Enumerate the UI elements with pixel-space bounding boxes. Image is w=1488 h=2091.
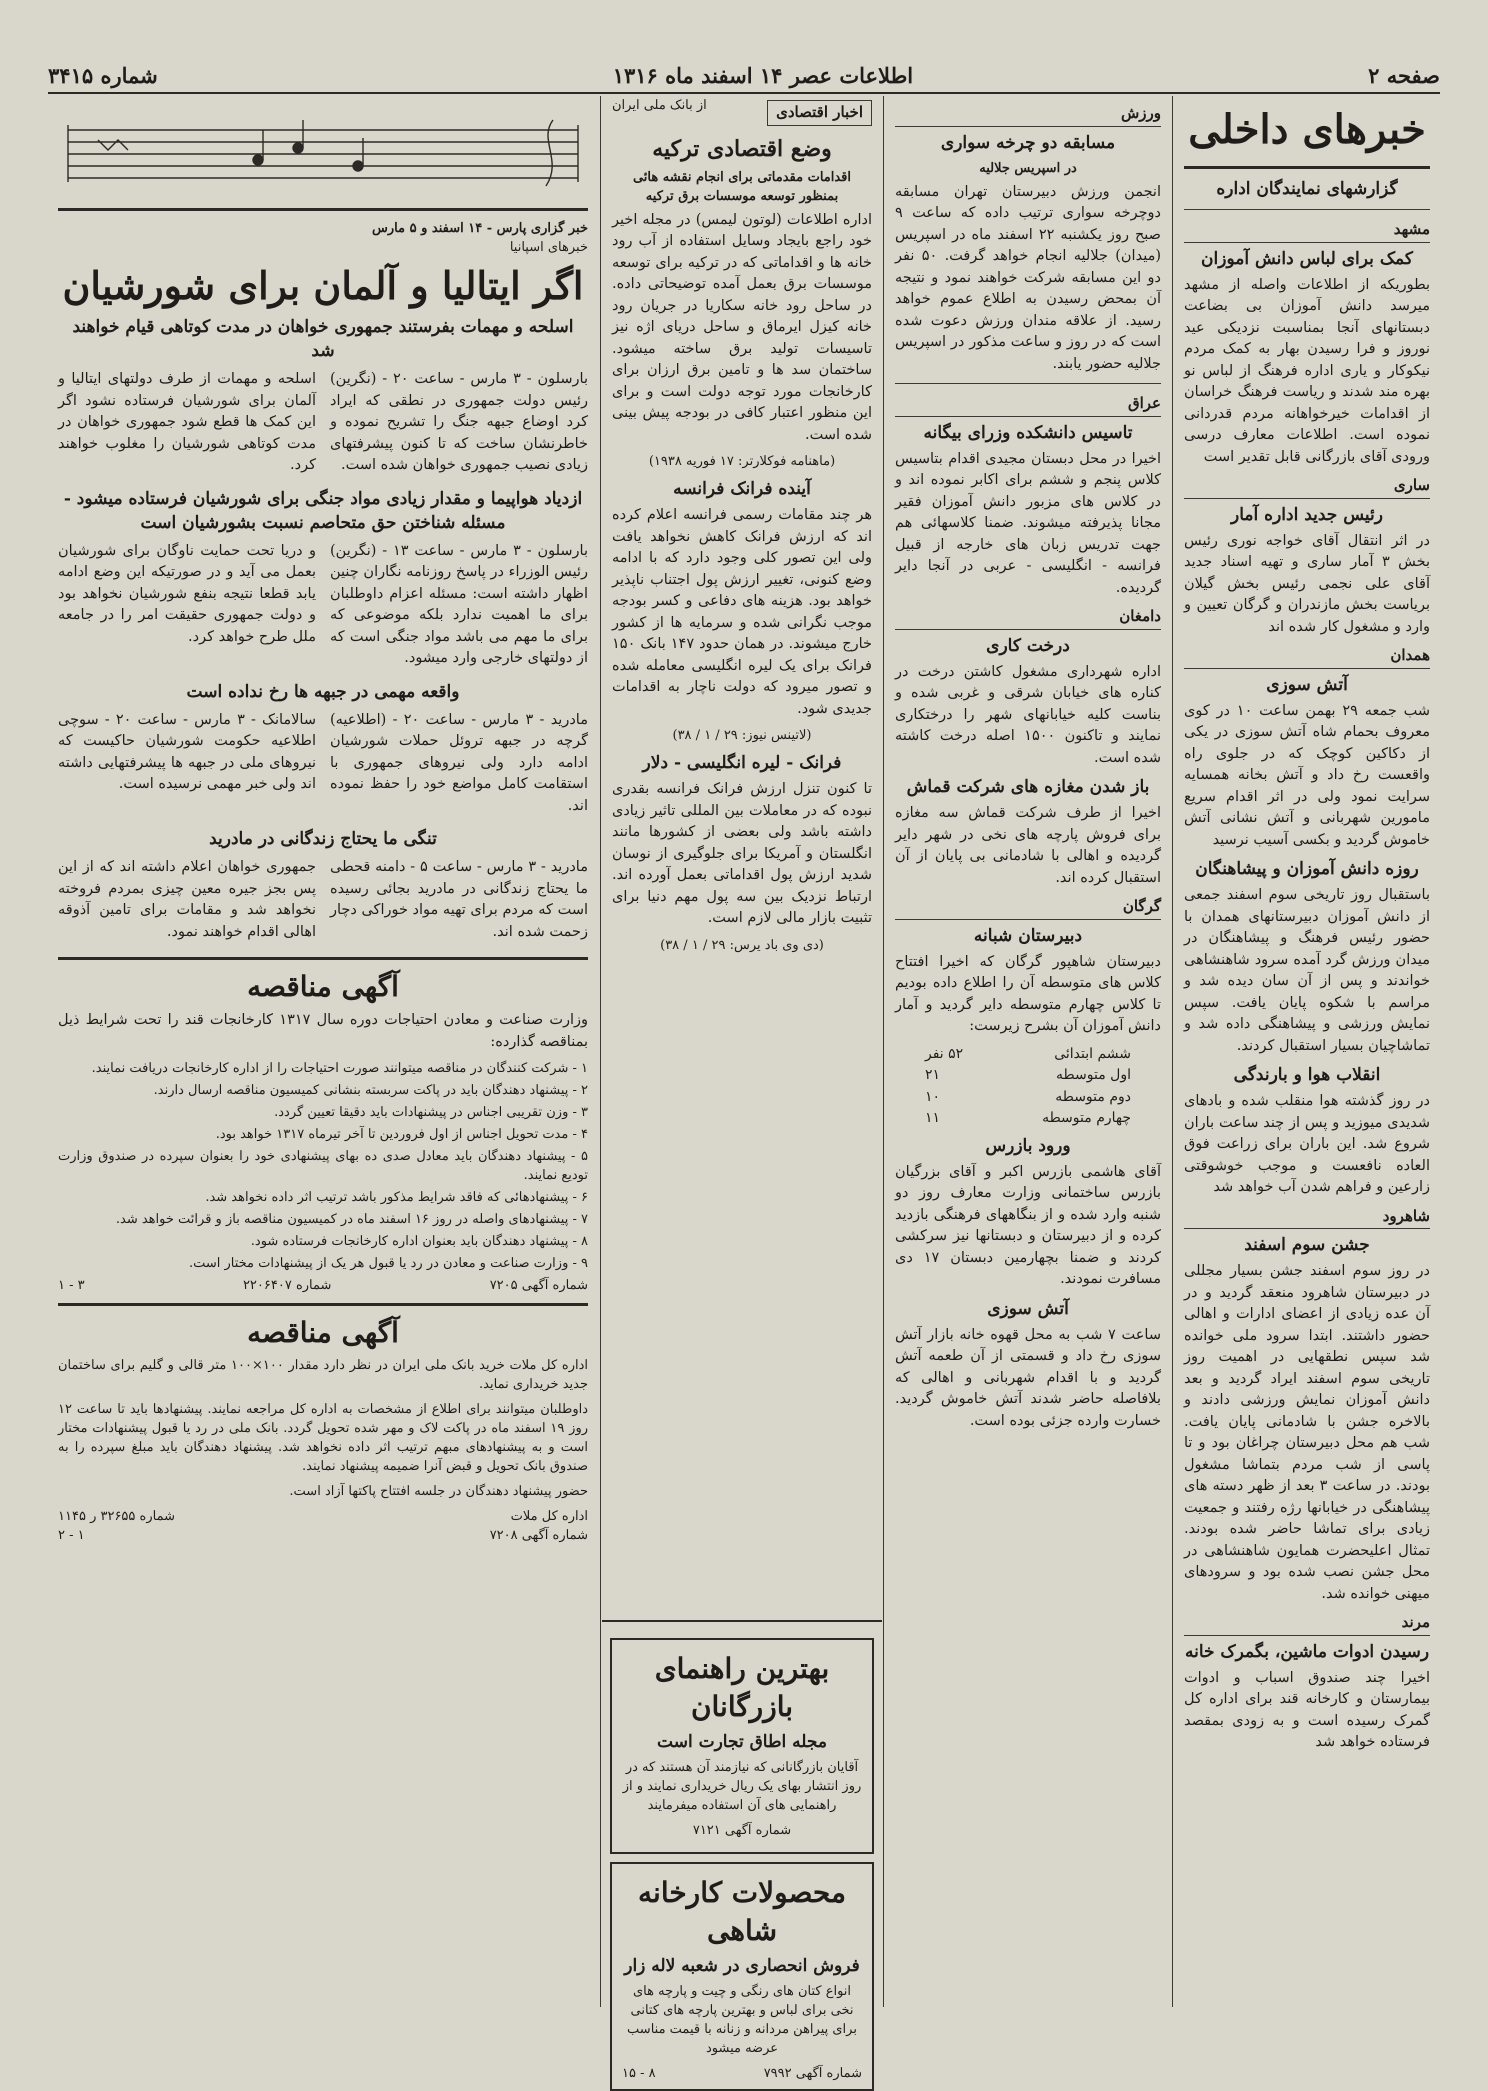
article-body: در روز سوم اسفند جشن بسیار مجللی در دبیرستان شاهرود منعقد گردید و در آن عده زیادی از اعضای ادارات و اهالی حضور داشتند. ابتدا سرود ملی خوانده شد سپس نطقهایی در اهمیت روز تاریخی سوم اسفند ایراد گردید و بعد دانش آموزان نمایش ورزشی دادند و بالاخره جشن با شادمانی پایان یافت. شب هم محل دبیرستان چراغان بود و تا پاسی از شب مردم بتماشا مشغول بودند. در ساعت ۳ بعد از ظهر دسته های پیشاهنگی در خیابانها رژه رفتند و جمعیت زیادی برای تماشا حاضر شده بودند. تمثال اعلیحضرت همایون شاهنشاهی در محل جشن نصب شده بود و سرودهای میهنی خوانده شد. (1184, 1263, 1430, 1602)
divider (58, 208, 588, 211)
ad-footer (622, 2064, 862, 2083)
divider (1184, 166, 1430, 169)
sub-headline: واقعه مهمی در جبهه ها رخ نداده است (186, 681, 460, 702)
ad-number: شماره آگهی ۷۲۰۸ (489, 1528, 588, 1543)
article-body: آقای هاشمی بازرس اکبر و آقای بزرگیان بازرس ساختمانی وزارت معارف روز دو شنبه وارد شده و از بنگاههای فرهنگی بازدید کرده و از دبیرستان و دبستانها نیز سرکشی کردند و ضمنا بچهارمین دبستان ۱۷ دی مسافرت نمودند. (895, 1163, 1161, 1287)
tender-item: ۸ - پیشنهاد دهندگان باید بعنوان اداره کارخانجات فرستاده شود. (250, 1234, 588, 1249)
ad-body: انواع کتان های رنگی و چیت و پارچه های نخی برای لباس و بهترین پارچه های کتانی برای پیراهن مردانه و زنانه با قیمت مناسب عرضه میشود (627, 1984, 857, 2056)
article-body: انجمن ورزش دبیرستان تهران مسابقه دوچرخه سواری ترتیب داده که ساعت ۹ صبح روز یکشنبه ۲۲ اسفند ماه در اسپریس (میدان) جلالیه انجام خواهد گرفت. ۵۰ نفر دو این مسابقه شرکت خواهند نمود و نتیجه آن بمحض رسیدن به اطلاع عموم خواهد رسید. از علاقه مندان ورزش دعوت شده است که در روز و ساعت مذکور در اسپریس جلالیه حضور یابند. (895, 183, 1161, 372)
factory-ad (610, 1862, 874, 2091)
tender-item: ۶ - پیشنهادهائی که فاقد شرایط مذکور باشد ترتیب اثر داده نخواهد شد. (205, 1190, 588, 1205)
place-tag: مرند (1184, 1611, 1430, 1636)
issue-number: شماره ۳۴۱۵ (48, 62, 158, 88)
article-body: اداره شهرداری مشغول کاشتن درخت در کناره های خیابان شرقی و غربی شده و بناست کلیه خیابانهای شهر را درختکاری نمایند و تاکنون ۱۵۰۰ اصله درخت کاشته شده است. (895, 663, 1161, 766)
issue-date: اطلاعات عصر ۱۴ اسفند ماه ۱۳۱۶ (612, 62, 914, 88)
article-title: کمک برای لباس دانش آموزان (1201, 248, 1413, 269)
article-body: جمهوری خواهان اعلام داشته اند که از این پس بجز جیره معین چیزی بمردم فروخته نخواهد شد و مقامات برای تامین آذوقه اهالی اقدام خواهند نمود. (58, 859, 316, 940)
tender-item: ۵ - پیشنهاد دهندگان باید معادل صدی ده بهای پیشنهادی خود را بعنوان سپرده در صندوق وزارت تودیع نمایند. (58, 1149, 588, 1183)
ad-number: شماره آگهی ۷۲۰۵ (489, 1278, 588, 1293)
article-title: درخت کاری (986, 635, 1070, 656)
tender-footer (58, 1276, 588, 1295)
tender-body: داوطلبان میتوانند برای اطلاع از مشخصات به اداره کل مراجعه نمایند. پیشنهادها باید تا ساعت ۱۲ روز ۱۹ اسفند ماه در پاکت لاک و مهر شده تحویل گردد. بانک ملی در رد یا قبول پیشنهادات مختار است و به پیشنهادهای مبهم ترتیب اثر داده نخواهد شد. پیشنهاد دهندگان باید مبلغ سپرده را به صندوق بانک تحویل و قبض آنرا ضمیمه پیشنهاد نمایند. (58, 1402, 588, 1474)
ad-ref: شماره ۳۲۶۵۵ ر ۱۱۴۵ (58, 1509, 175, 1524)
sports-tag: ورزش (895, 102, 1161, 127)
masthead (48, 58, 1440, 94)
article-body: اخیرا در محل دبستان مجیدی اقدام بتاسیس کلاس پنجم و ششم برای اکابر نموده اند و در کلاس های مزبور دانش آموزان فقیر مجانا پذیرفته میشوند. ضمنا کلاسهائی هم جهت تدریس زبان های خارجه از قبیل فرانسه - انگلیسی - عربی در آنجا دایر گردیده. (895, 450, 1161, 596)
article-body: ساعت ۷ شب به محل قهوه خانه بازار آتش سوزی رخ داد و قسمتی از آن طعمه آتش گردید و با اقدام شهربانی و اهالی که بلافاصله حاضر شدند آتش خاموش گردید. خسارت وارده جزئی بوده است. (895, 1326, 1161, 1429)
staff-ornament-icon (58, 100, 588, 200)
place-tag: شاهرود (1184, 1205, 1430, 1230)
main-subhead: اسلحه و مهمات بفرستند جمهوری خواهان در مدت کوتاهی قیام خواهند شد (72, 317, 574, 361)
article-title: وضع اقتصادی ترکیه (652, 135, 832, 162)
ad-title: محصولات کارخانه شاهی (638, 1876, 846, 1947)
column-rule (1172, 96, 1173, 2007)
tender-item: ۹ - وزارت صناعت و معادن در رد یا قبول هر یک از پیشنهادات مختار است. (188, 1256, 588, 1271)
article-body: هر چند مقامات رسمی فرانسه اعلام کرده اند که ارزش فرانک کاهش نخواهد یافت ولی این تصور کلی وجود دارد که با ادامه وضع کنونی، تغییر ارزش پول اجتناب ناپذیر خواهد بود. هزینه های دفاعی و کسر بودجه موجب نگرانی شده و سرمایه ها از کشور خارج میشوند. در همان حدود ۱۴۷ بانک ۱۵۰ فرانک برای یک لیره انگلیسی معامله شده و تصور میرود که دولت ناچار به اقدامات جدیدی شود. (612, 507, 873, 717)
ad-ref: شماره ۲۲۰۶۴۰۷ (242, 1278, 332, 1293)
regional-news-column (885, 96, 1171, 2007)
article-body: تا کنون تنزل ارزش فرانک فرانسه بقدری نبوده که در معاملات بین المللی تاثیر زیادی داشته باشد ولی بعضی از کشورها مانند انگلستان و آمریکا برای جلوگیری از نوسان شدید ارزش پول اقداماتی بعمل آورده اند. ارتباط نزدیک بین سه پول مهم دنیا برای تثبیت بازار مالی لازم است. (612, 781, 872, 926)
magazine-ad (610, 1638, 874, 1854)
divider (895, 383, 1161, 384)
article-body: مادرید - ۳ مارس - ساعت ۵ - دامنه قحطی ما یحتاج زندگانی در مادرید بجائی رسیده است که مردم برای تهیه مواد خوراکی دچار زحمت شده اند. (330, 859, 588, 940)
article-subtitle: اقدامات مقدماتی برای انجام نقشه هائی بمنظور توسعه موسسات برق ترکیه (632, 169, 852, 204)
article-body: در روز گذشته هوا منقلب شده و بادهای شدیدی میوزید و پس از چند ساعت باران شروع شد. این باران برای زراعت فوق العاده نافعست و موجب خوشوقتی زارعین و فراهم شدن آب خواهد شد (1184, 1093, 1430, 1195)
ad-body: آقایان بازرگانانی که نیازمند آن هستند که در روز انتشار بهای یک ریال خریداری نمایند و از راهنمایی های آن استفاده میفرمایند (622, 1760, 862, 1813)
two-col-text (58, 708, 588, 824)
article-body: سالامانک - ۳ مارس - ساعت ۲۰ - سوچی اطلاعیه حکومت شورشیان حاکیست که نیروهای ملی در جبهه ها پیشرفتهایی داشته اند ولی خبر مهمی نرسیده است. (58, 711, 317, 792)
article-body: در اثر انتقال آقای خواجه نوری رئیس بخش ۳ آمار ساری و تهیه اسناد جدید آقای علی نجمی رئیس بخش گیلان بریاست بخش مازندران و گرگان تعیین و وارد و مشغول کار شده اند (1184, 532, 1430, 635)
place-tag: ساری (1184, 474, 1430, 499)
place-tag: مشهد (1184, 218, 1430, 243)
article-title: آتش سوزی (1266, 674, 1348, 695)
tender-item: ۱ - شرکت کنندگان در مناقصه میتوانند صورت احتیاجات را از اداره کارخانجات دریافت نمایند. (91, 1061, 588, 1076)
divider (58, 1303, 588, 1306)
article-body: باستقبال روز تاریخی سوم اسفند جمعی از دانش آموزان دبیرستانهای همدان با حضور رئیس فرهنگ و پیشاهنگان در میدان ورزش گرد آمده سرود شاهنشاهی خواندند و پس از آن سان دیده شد و مراسم با شکوه پایان یافت. سپس نمایش ورزشی و پیشاهنگی داده شد و تماشاچیان بسیار استقبال کردند. (1184, 887, 1430, 1054)
tender-intro: اداره کل ملات خرید بانک ملی ایران در نظر دارد مقدار ۱۰۰×۱۰۰ متر قالی و گلیم برای ساختمان جدید خریداری نماید. (58, 1358, 588, 1392)
tender-item: ۳ - وزن تقریبی اجناس در پیشنهادات باید دقیقا تعیین گردد. (274, 1105, 588, 1120)
article-body: مادرید - ۳ مارس - ساعت ۲۰ - (اطلاعیه) گرچه در جبهه تروئل حملات شورشیان ادامه دارد ولی نیروهای جمهوری با استقامت کامل مواضع خود را حفظ نموده اند. (330, 711, 588, 814)
ad-ref: اداره کل ملات (510, 1509, 588, 1524)
tender-footer (58, 1507, 588, 1526)
article-title: رئیس جدید اداره آمار (1231, 504, 1383, 525)
economy-column (602, 96, 882, 1617)
divider (602, 1620, 882, 1622)
domestic-news-column (1174, 96, 1440, 2007)
place-tag: گرگان (895, 895, 1161, 920)
article-body: اخیرا از طرف شرکت قماش سه مغازه برای فروش پارچه های نخی در شهر دایر گردیده و اهالی با شادمانی بی پایان از آن استقبال کرده اند. (895, 805, 1161, 886)
ads-block (602, 1630, 882, 2081)
article-title: آتش سوزی (987, 1298, 1069, 1319)
stat-row: ششم ابتدائی ۵۲ نفر (925, 1045, 1131, 1062)
correspondents-subheader: گزارشهای نمایندگان اداره (1216, 179, 1398, 199)
article-subtitle: در اسپریس جلالیه (979, 160, 1077, 176)
economy-source: از بانک ملی ایران (612, 98, 707, 113)
domestic-news-header: خبرهای داخلی (1188, 106, 1426, 153)
wire-line: خبر گزاری پارس - ۱۴ اسفند و ۵ مارس (371, 221, 588, 236)
page-number: صفحه ۲ (1368, 62, 1440, 88)
article-title: انقلاب هوا و بارندگی (1233, 1065, 1381, 1085)
economy-tag-row (612, 96, 872, 130)
tender-title: آگهی مناقصه (247, 1316, 399, 1349)
ad-subtitle: فروش انحصاری در شعبه لاله زار (624, 1956, 860, 1976)
tender-intro: وزارت صناعت و معادن احتیاجات دوره سال ۱۳۱۷ کارخانجات قند را تحت شرایط ذیل بمناقصه گذارده: (58, 1012, 589, 1050)
article-title: ورود بازرس (985, 1135, 1071, 1156)
two-col-text (58, 367, 588, 483)
stat-row: دوم متوسطه ۱۰ (925, 1088, 1131, 1105)
ad-subtitle: مجله اطاق تجارت است (657, 1732, 827, 1752)
article-title: باز شدن مغازه های شرکت قماش (906, 777, 1150, 797)
tender-title: آگهی مناقصه (247, 970, 399, 1003)
column-rule (600, 96, 601, 2007)
sub-headline: ازدیاد هواپیما و مقدار زیادی مواد جنگی برای شورشیان فرستاده میشود - مسئله شناختن حق متحاصم نسبت بشورشیان است (63, 488, 583, 533)
two-col-text (58, 855, 588, 949)
economy-tag: اخبار اقتصادی (767, 100, 872, 126)
article-body: بارسلون - ۳ مارس - ساعت ۲۰ - (نگرین) رئیس دولت جمهوری در نطقی که ایراد کرد اوضاع جبهه جنگ را تشریح نموده و خاطرنشان ساخت که تا کنون پیشرفتهای زیادی نصیب جمهوری خواهان شده است. (330, 371, 588, 473)
ad-code: ۳ - ۱ (58, 1278, 85, 1293)
divider (58, 957, 588, 960)
article-body: اداره اطلاعات (لوتون لیمس) در مجله اخیر خود راجع بایجاد وسایل استفاده از آب رود خانه ها و اقداماتی که در ترکیه برای توسعه موسسات برق بعمل آمده توضیحاتی داده. در ساحل رود خانه سکاریا در جریان رود خانه کیزل ایرماق و ساحل دریای اژه نیز تاسیسات تولید برق ساخته میشود. ساختمان سد ها و تامین برق ارزان برای کارخانجات مورد توجه دولت است و برای این منظور اعتبار کافی در بودجه پیش بینی شده است. (612, 211, 872, 443)
place-tag: همدان (1184, 644, 1430, 669)
column-rule (883, 96, 884, 2007)
stat-row: چهارم متوسطه ۱۱ (925, 1110, 1131, 1126)
article-title: روزه دانش آموزان و پیشاهنگان (1195, 859, 1419, 879)
foreign-news-column (48, 96, 598, 2007)
tender-item: ۷ - پیشنهادهای واصله در روز ۱۶ اسفند ماه در کمیسیون مناقصه باز و قرائت خواهد شد. (115, 1212, 588, 1227)
article-title: مسابقه دو چرخه سواری (940, 132, 1116, 153)
ad-number: شماره آگهی ۷۱۲۱ (692, 1823, 792, 1838)
place-tag: عراق (895, 392, 1161, 417)
stat-row: اول متوسطه ۲۱ (925, 1067, 1131, 1083)
divider (1184, 209, 1430, 210)
article-ref: (ماهنامه فوکلارتر: ۱۷ فوریه ۱۹۳۸) (648, 454, 836, 469)
article-body: دبیرستان شاهپور گرگان که اخیرا افتتاح کلاس های متوسطه آن را اطلاع داده بودیم تا کلاس چهارم متوسطه دایر گردید و آمار دانش آموزان آن بشرح زیرست: (895, 953, 1161, 1034)
student-stats (895, 1044, 1161, 1130)
tender-footer (58, 1526, 588, 1545)
ad-code: ۱ - ۲ (58, 1528, 85, 1543)
article-body: اسلحه و مهمات از طرف دولتهای ایتالیا و آلمان برای شورشیان فرستاده نشود اگر این کمک ها قطع شود جمهوری خواهان در مدت کوتاهی شورشیان را مغلوب خواهند کرد. (58, 371, 316, 473)
place-tag: دامغان (895, 605, 1161, 630)
article-body: بارسلون - ۳ مارس - ساعت ۱۳ - (نگرین) رئیس الوزراء در پاسخ روزنامه نگاران چنین اظهار داشته است: مسئله اعزام داوطلبان برای ما اهمیت ندارد بلکه موضوعی که برای ما مهم می باشد مواد جنگی است که از دولتهای خارجی وارد میشود. (330, 542, 588, 666)
article-title: فرانک - لیره انگلیسی - دلار (642, 753, 842, 773)
ad-title: بهترین راهنمای بازرگانان (654, 1652, 830, 1723)
article-body: شب جمعه ۲۹ بهمن ساعت ۱۰ در کوی معروف بحمام شاه آتش سوزی در یکی از دکاکین کوچک که در جلوی راه واقعست رخ داد و آتش بخانه همسایه سرایت نمود ولی در اثر اقدام سریع مامورین شهربانی و آتش نشانی آتش خاموش گردید و بکسی آسیب نرسید (1184, 702, 1430, 848)
ad-number: شماره آگهی ۷۹۹۲ (763, 2066, 862, 2081)
article-title: تاسیس دانشکده وزرای بیگانه (923, 422, 1133, 443)
article-title: دبیرستان شبانه (973, 925, 1083, 946)
tender-item: ۲ - پیشنهاد دهندگان باید در پاکت سربسته بنشانی کمیسیون مناقصه ارسال دارند. (153, 1083, 588, 1098)
two-col-text (58, 539, 588, 676)
sub-headline: تنگی ما یحتاج زندگانی در مادرید (209, 829, 437, 849)
tender-item: ۴ - مدت تحویل اجناس از اول فروردین تا آخر تیرماه ۱۳۱۷ خواهد بود. (215, 1127, 588, 1142)
article-title: جشن سوم اسفند (1244, 1235, 1370, 1255)
article-title: آینده فرانک فرانسه (673, 479, 811, 499)
tender-items (58, 1059, 588, 1273)
main-headline: اگر ایتالیا و آلمان برای شورشیان (62, 263, 584, 308)
article-ref: (لاتینس نیوز: ۲۹ / ۱ / ۳۸) (672, 728, 812, 743)
tender-closing: حضور پیشنهاد دهندگان در جلسه افتتاح پاکتها آزاد است. (289, 1484, 588, 1499)
article-body: و دریا تحت حمایت ناوگان برای شورشیان بعمل می آید و در صورتیکه این وضع ادامه یابد قطعا نتیجه بنفع شورشیان نخواهد بود و دولت جمهوری حقیقت امر را در جامعه ملل طرح خواهد کرد. (58, 542, 316, 645)
ad-code: ۸ - ۱۵ (622, 2066, 656, 2081)
article-title: رسیدن ادوات ماشین، بگمرک خانه (1184, 1641, 1430, 1662)
music-staff-ornament (58, 100, 588, 200)
kicker: خبرهای اسپانیا (509, 240, 588, 255)
article-ref: (دی وی باد یرس: ۲۹ / ۱ / ۳۸) (660, 937, 824, 953)
article-body: بطوریکه از اطلاعات واصله از مشهد میرسد دانش آموزان بی بضاعت دبستانهای آنجا بمناسبت نزدیکی عید نوروز و فرا رسیدن بهار به کمک مردم نیکوکار و یاری اداره فرهنگ از لباس نو بهره مند شدند و ریاست فرهنگ خراسان از اقدامات خیرخواهانه مردم قدردانی نموده است. اطلاعات معارف درسی ورودی آقای بازرگانی قابل تقدیر است (1184, 276, 1430, 465)
article-body: اخیرا چند صندوق اسباب و ادوات بیمارستان و کارخانه قند برای اداره کل گمرک رسیده است و به زودی بمقصد فرستاده خواهد شد (1184, 1669, 1430, 1750)
